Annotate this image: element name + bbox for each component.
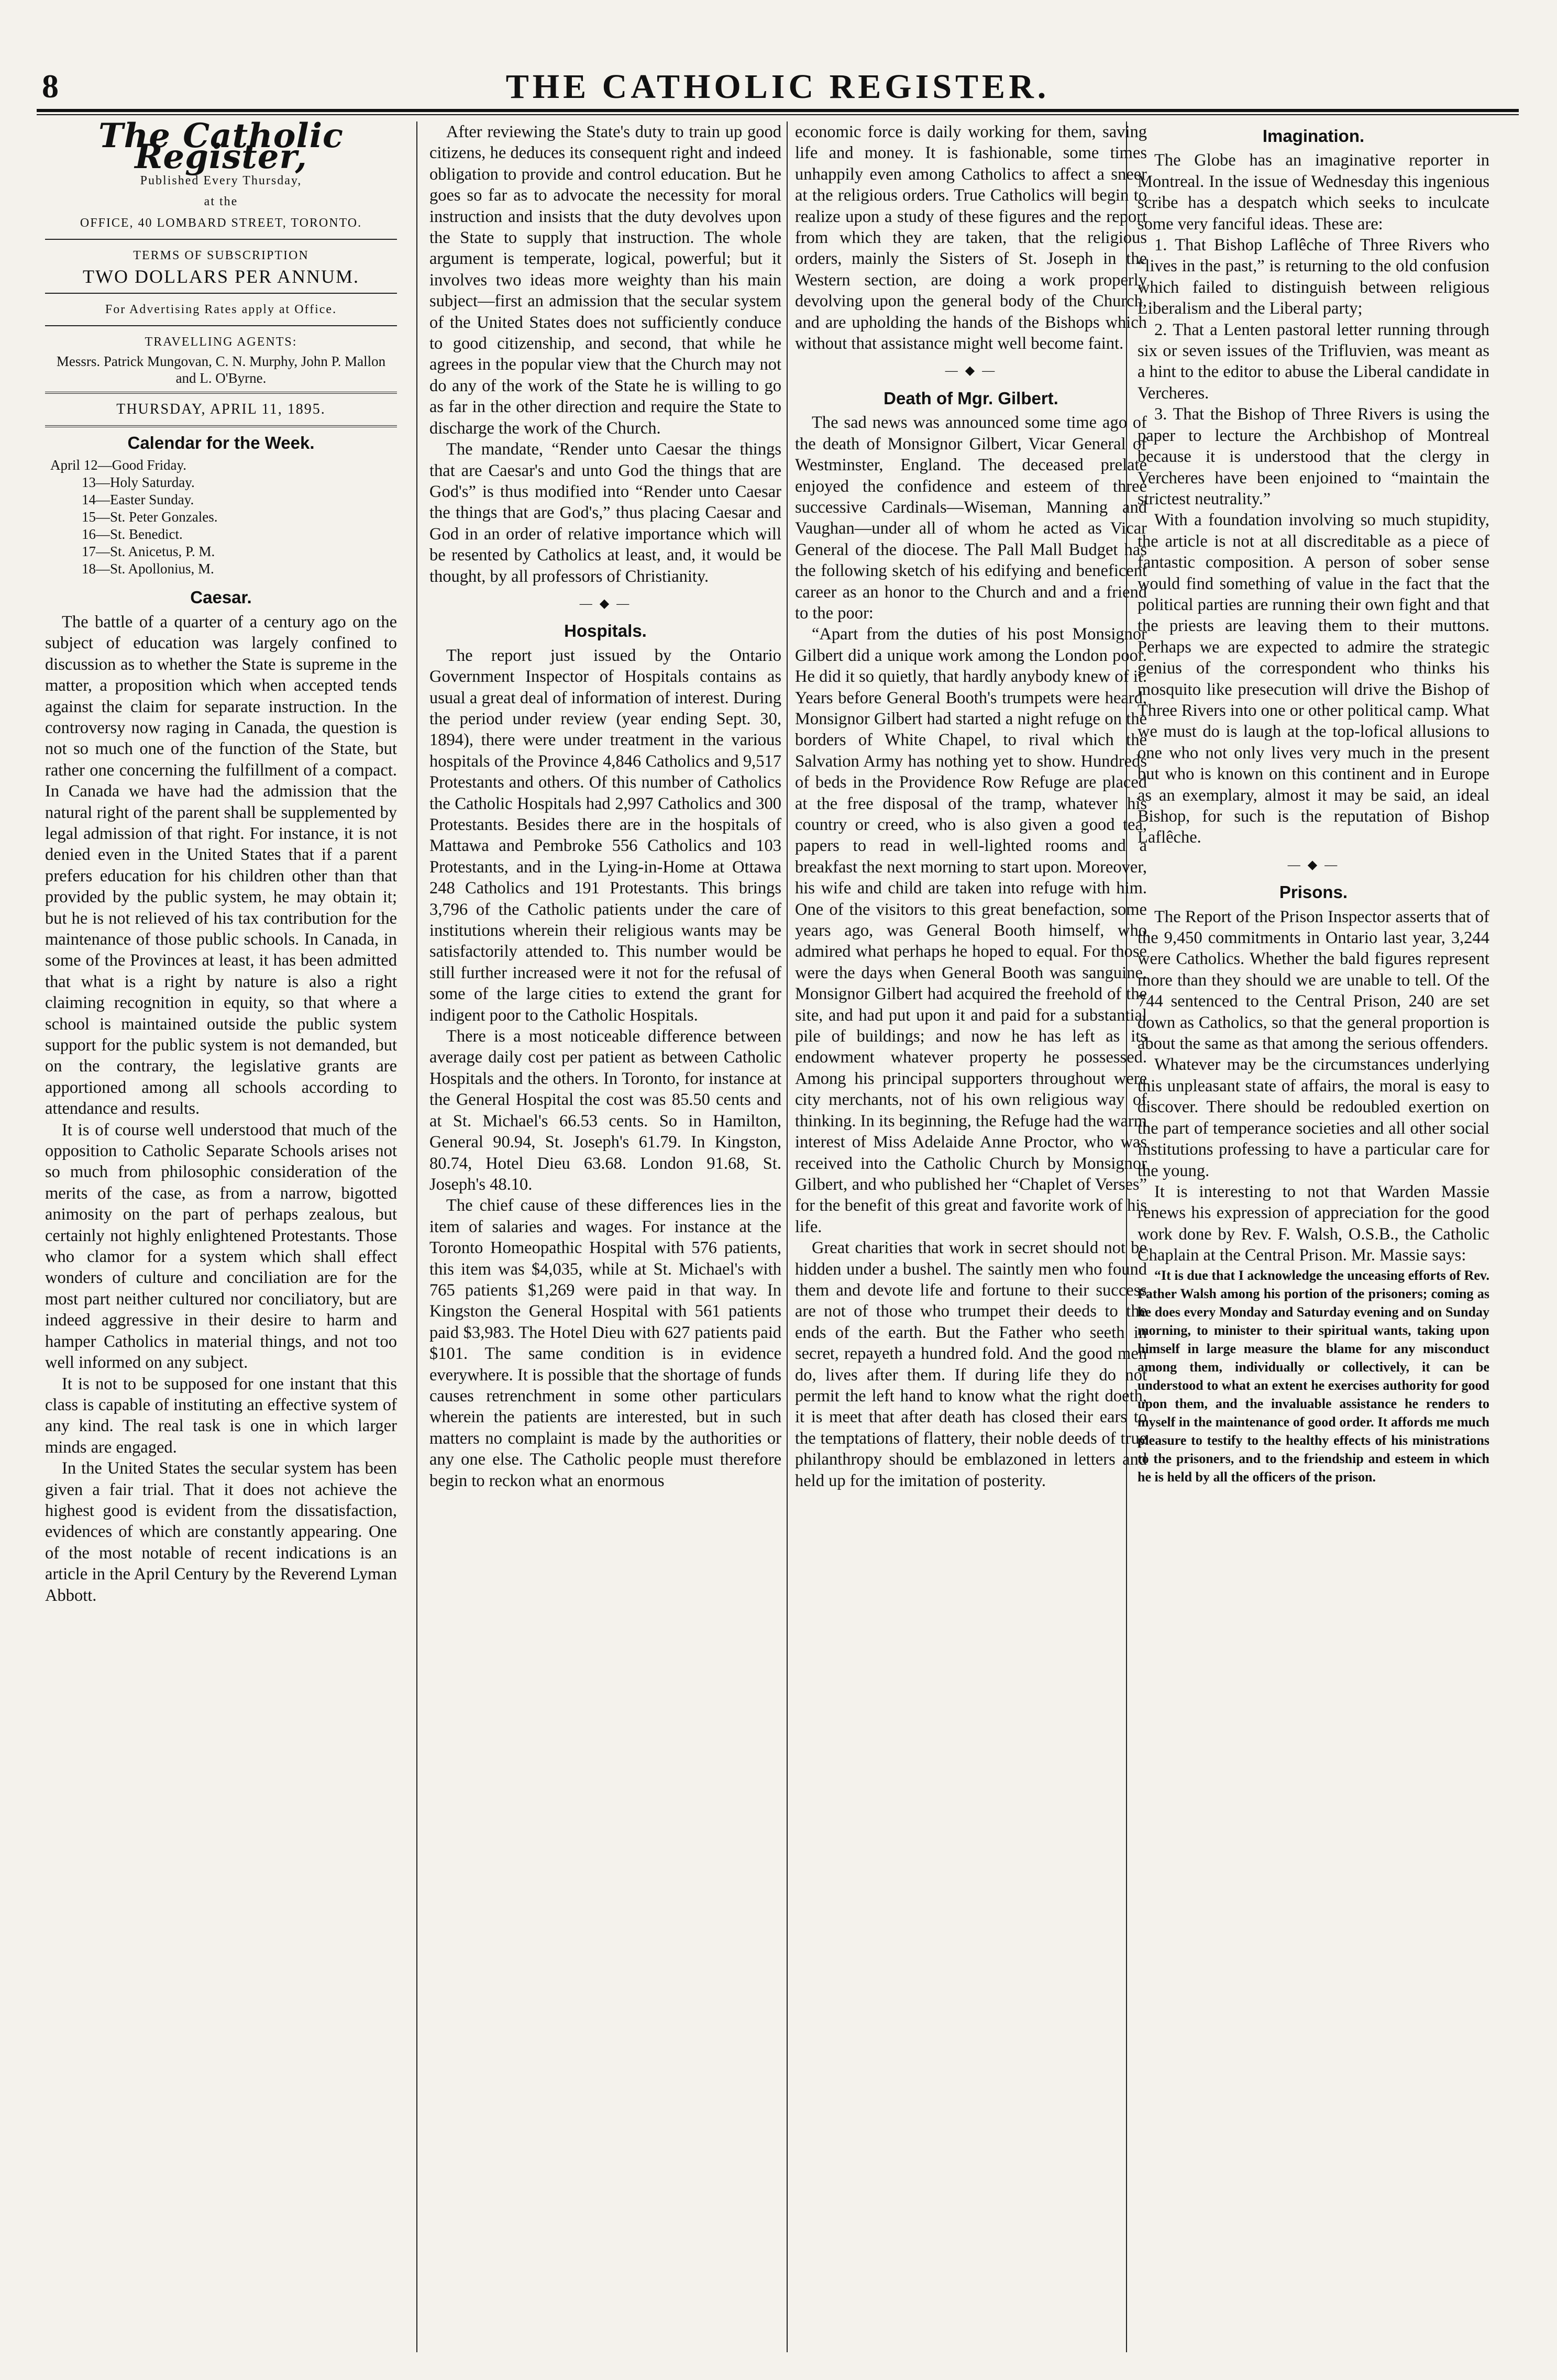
paper-title: THE CATHOLIC REGISTER. xyxy=(505,68,1050,106)
at-the-line: at the xyxy=(204,195,238,209)
article-paragraph: The Globe has an imaginative reporter in Montreal. In the issue of Wednesday this ingenious scribe has a despatch which seeks to inculcate some very fanciful ideas. These are: xyxy=(1138,151,1489,234)
divider xyxy=(45,392,397,394)
article-paragraph: “Apart from the duties of his post Monsignor Gilbert did a unique work among the London poor. He did it so quietly, that hardly anybody knew of it. Years before General Booth's trumpets were heard, Monsignor Gilbert had started a night refuge on the borders of White Chapel, to rival which the Salvation Army has nothing yet to show. Hundreds of beds in the Providence Row Refuge are placed at the free disposal of the tramp, whatever his country or creed, who is also given a good tea, papers to read in well-lighted rooms and a breakfast the next morning to start upon. Moreover, his wife and child are taken into refuge with him. One of the visitors to this great benefaction, some years ago, was General Booth himself, who admired what perhaps he hoped to equal. For those were the days when General Booth was sanguine. Monsignor Gilbert had acquired the freehold of the site, and had put upon it and paid for a substantial pile of buildings; and now he has left as its endowment whatever property he possessed. Among his principal supporters throughout were city merchants, not of his own religious way of thinking. In its beginning, the Refuge had the warm interest of Miss Adelaide Anne Proctor, who was received into the Catholic Church by Monsignor Gilbert, and who published her “Chaplet of Verses” for the benefit of this great and favorite work of his life. xyxy=(795,625,1147,1236)
masthead-rule xyxy=(37,109,1519,112)
calendar-entry: 18—St. Apollonius, M. xyxy=(82,561,214,577)
caesar-heading: Caesar. xyxy=(190,588,252,607)
section-ornament: — ◆ — xyxy=(945,364,997,378)
column-2 xyxy=(429,121,781,2352)
imagination-heading: Imagination. xyxy=(1262,126,1365,146)
subscription-price: TWO DOLLARS PER ANNUM. xyxy=(82,266,359,287)
article-paragraph: The chief cause of these differences lies in the item of salaries and wages. For instance at the Toronto Homeopathic Hospital with 576 patients, this item was $4,035, while at St. Michael's with 765 patients $1,269 were paid in that way. In Kingston the General Hospital with 561 patients paid $3,983. The Hotel Dieu with 627 patients paid $101. The same condition is in evidence everywhere. It is possible that the shortage of funds causes retrenchment in some other particulars wherein the patients are interested, but in such matters no complaint is made by the authorities or any one else. The Catholic people must therefore begin to reckon what an enormous xyxy=(429,1196,781,1490)
subscription-terms: TERMS OF SUBSCRIPTION xyxy=(133,249,309,263)
article-paragraph: With a foundation involving so much stupidity, the article is not at all discreditable as a piece of fantastic composition. A person of sober sense would find something of value in the fact that the political parties are running their own fight and that the priests are leaving them to their muttons. Perhaps we are expected to admire the strategic genius of the correspondent who thinks his mosquito like presecution will drive the Bishop of Three Rivers into one or other political camp. What we must do is laugh at the top-lofical allusions to one who not only lives very much in the present but who is known on this continent and in Europe as an exemplary, almost it may be said, an ideal Bishop, for such is the reputation of Bishop Laflêche. xyxy=(1138,511,1489,847)
article-paragraph: In the United States the secular system has been given a fair trial. That it does not achieve the highest good is evident from the dissatisfaction, evidences of which are constantly appearing. One of the most notable of recent indications is an article in the April Century by the Reverend Lyman Abbott. xyxy=(45,1459,397,1605)
agents-heading: TRAVELLING AGENTS: xyxy=(145,335,297,349)
calendar-entry: 17—St. Anicetus, P. M. xyxy=(82,544,215,560)
issue-date: THURSDAY, APRIL 11, 1895. xyxy=(116,401,326,417)
calendar-entry: April 12—Good Friday. xyxy=(50,457,186,473)
column-4 xyxy=(1138,121,1489,2352)
article-paragraph: The sad news was announced some time ago of the death of Monsignor Gilbert, Vicar General of Westminster, England. The deceased prelate enjoyed the confidence and esteem of three successive Cardinals—Wiseman, Manning and Vaughan—under all of whom he acted as Vicar General of the diocese. The Pall Mall Budget has the following sketch of his edifying and beneficent career as an honor to the Church and and a friend to the poor: xyxy=(795,413,1147,623)
calendar-entry: 14—Easter Sunday. xyxy=(82,492,194,508)
agents-list: Messrs. Patrick Mungovan, C. N. Murphy, John P. Mallon and L. O'Byrne. xyxy=(56,353,386,386)
nameplate: The Catholic Register, xyxy=(98,121,344,177)
office-address: OFFICE, 40 LOMBARD STREET, TORONTO. xyxy=(80,216,362,230)
article-paragraph: Great charities that work in secret should not be hidden under a bushel. The saintly men who found them and devote life and fortune to their success are not of those who trumpet their deeds to the ends of the earth. But the Father who seeth in secret, repayeth a hundred fold. And the good men do, lives after them. If during life they do not permit the left hand to know what the right doeth, it is meet that after death has closed their ears to the temptations of flattery, their noble deeds of true philanthropy should be emblazoned in letters and held up for the imitation of posterity. xyxy=(795,1238,1147,1490)
article-paragraph: It is interesting to not that Warden Massie renews his expression of appreciation for the good work done by Rev. F. Walsh, O.S.B., the Catholic Chaplain at the Central Prison. Mr. Massie says: xyxy=(1138,1182,1489,1265)
calendar-heading: Calendar for the Week. xyxy=(127,433,315,453)
advertising-note: For Advertising Rates apply at Office. xyxy=(105,302,337,316)
article-paragraph: economic force is daily working for them, saving life and money. It is fashionable, some times unhappily even among Catholics to affect a sneer at the religious orders. True Catholics will begin to realize upon a study of these figures and the report from which they are taken, that the religious orders, mainly the Sisters of St. Joseph in the Western section, are doing a work properly devolving upon the general body of the Church, and are upholding the hands of the Bishops which without that assistance might well become faint. xyxy=(795,123,1147,353)
article-paragraph: 2. That a Lenten pastoral letter running through six or seven issues of the Trifluvien, was meant as a hint to the editor to abuse the Liberal candidate in Vercheres. xyxy=(1138,320,1489,403)
quoted-letter: “It is due that I acknowledge the unceasing efforts of Rev. Father Walsh among his portion of the prisoners; coming as he does every Monday and Saturday evening and on Sunday morning, to minister to their spiritual wants, taking upon himself in large measure the blame for any misconduct among them, individually or collectively, it can be understood to what an extent he exercises authority for good upon them, and the invaluable assistance he renders to myself in the maintenance of good order. It affords me much pleasure to testify to the healthy effects of his ministrations to the prisoners, and to the friendship and esteem in which he is held by all the officers of the prison. xyxy=(1138,1267,1489,1485)
article-paragraph: The battle of a quarter of a century ago on the subject of education was largely confined to discussion as to whether the State is supreme in the matter, a proposition which when accepted tends against the claim for separate instruction. In the controversy now raging in Canada, the question is not so much one of the function of the State, but rather one concerning the fulfillment of a compact. In Canada we have had the admission that the natural right of the parent shall be supplemented by legal admission of that right. For instance, it is not denied even in the United States that if a parent prefers education for his children other than that provided by the public system, he may obtain it; but he is not relieved of his tax contribution for the maintenance of those public schools. In Canada, in some of the Provinces at least, it has been admitted that what is a right by nature is also a right claiming recognition in equity, so that where a school is maintained outside the public system support for the public system is not demanded, but on the contrary, the legislative grants are apportioned among all schools according to attendance and results. xyxy=(45,612,397,1119)
section-ornament: — ◆ — xyxy=(579,596,632,611)
column-3 xyxy=(795,121,1147,2352)
article-paragraph: There is a most noticeable difference between average daily cost per patient as between Catholic Hospitals and the others. In Toronto, for instance at the General Hospital the cost was 85.50 cents and at St. Michael's 66.53 cents. So in Hamilton, General 90.94, St. Joseph's 61.79. In Kingston, 80.74, Hotel Dieu 63.68. London 91.68, St. Joseph's 48.10. xyxy=(429,1027,781,1194)
calendar-entry: 15—St. Peter Gonzales. xyxy=(82,509,218,525)
article-paragraph: The Report of the Prison Inspector asserts that of the 9,450 commitments in Ontario last year, 3,244 were Catholics. Whether the bald figures represent more than they should we are unable to tell. Of the 744 sentenced to the Central Prison, 240 are set down as Catholics, so that the general proportion is about the same as that among the serious offenders. xyxy=(1138,907,1489,1054)
prisons-heading: Prisons. xyxy=(1279,882,1348,902)
masthead xyxy=(37,67,1519,106)
divider xyxy=(45,325,397,326)
column-divider xyxy=(787,121,788,2352)
calendar-entry: 13—Holy Saturday. xyxy=(82,474,195,491)
article-paragraph: 3. That the Bishop of Three Rivers is using the paper to lecture the Archbishop of Montreal because it is understood that the clergy in Vercheres have been enjoined to “maintain the strictest neutrality.” xyxy=(1138,405,1489,508)
article-paragraph: After reviewing the State's duty to train up good citizens, he deduces its consequent right and indeed obligation to provide and control education. But he goes so far as to advocate the necessity for moral instruction and insists that the duty devolves upon the State to supply that instruction. The whole argument is temperate, logical, powerful; but it involves two ideas more weighty than his main subject—first an admission that the secular system of the United States does not sufficiently conduce to good citizenship, and second, that while he agrees in the popular view that the Church may not do any of the work of the State he is willing to go as far in the other direction and require the State to discharge the work of the Church. xyxy=(429,123,781,438)
article-paragraph: The mandate, “Render unto Caesar the things that are Caesar's and unto God the things that are God's” is thus modified into “Render unto Caesar the things that are God's,” thus placing Caesar and God in an order of relative importance which will be resented by Catholics at least, and, it would be thought, by all professors of Christianity. xyxy=(429,440,781,586)
column-divider xyxy=(416,121,417,2352)
published-line: Published Every Thursday, xyxy=(140,173,302,187)
divider xyxy=(45,425,397,427)
section-ornament: — ◆ — xyxy=(1287,858,1340,872)
article-paragraph: Whatever may be the circumstances underlying this unpleasant state of affairs, the moral is easy to discover. There should be redoubled exertion on the part of temperance societies and all other social institutions professing to have a particular care for the young. xyxy=(1138,1055,1489,1180)
hospitals-heading: Hospitals. xyxy=(564,621,647,641)
divider xyxy=(45,239,397,240)
article-paragraph: The report just issued by the Ontario Government Inspector of Hospitals contains as usual a great deal of information of interest. During the period under review (year ending Sept. 30, 1894), there were under treatment in the various hospitals of the Province 4,846 Catholics and 9,517 Protestants and others. Of this number of Catholics the Catholic Hospitals had 2,997 Catholics and 300 Protestants. Besides there are in the hospitals of Mattawa and Pembroke 556 Catholics and 103 Protestants, and in the Lying-in-Home at Ottawa 248 Catholics and 191 Protestants. This brings 3,796 of the Catholic patients under the care of institutions wherein their religious wants may be satisfactorily attended to. This number would be still further increased were it not for the refusal of some of the large cities to extend the grant for indigent poor to the Catholic Hospitals. xyxy=(429,646,781,1025)
divider xyxy=(45,293,397,294)
calendar-entry: 16—St. Benedict. xyxy=(82,526,183,543)
article-paragraph: 1. That Bishop Laflêche of Three Rivers who “lives in the past,” is returning to the old confusion which failed to distinguish between religious Liberalism and the Liberal party; xyxy=(1138,236,1489,318)
masthead-rule-thin xyxy=(37,114,1519,115)
article-paragraph: It is of course well understood that much of the opposition to Catholic Separate Schools arises not so much from philosophic consideration of the merits of the case, as from a narrow, bigotted animosity on the part of perhaps zealous, but certainly not highly enlightened Protestants. Those who clamor for a system which shall effect wonders of culture and conciliation are for the most part neither cultured nor conciliatory, but are indeed aggressive in their desire to harm and hamper Catholics in material things, and not too well informed on any subject. xyxy=(45,1120,397,1372)
article-paragraph: It is not to be supposed for one instant that this class is capable of instituting an effective system of any kind. The real task is one in which larger minds are engaged. xyxy=(45,1374,397,1457)
page-number: 8 xyxy=(42,68,59,105)
column-1 xyxy=(45,121,397,2352)
gilbert-heading: Death of Mgr. Gilbert. xyxy=(884,388,1058,408)
